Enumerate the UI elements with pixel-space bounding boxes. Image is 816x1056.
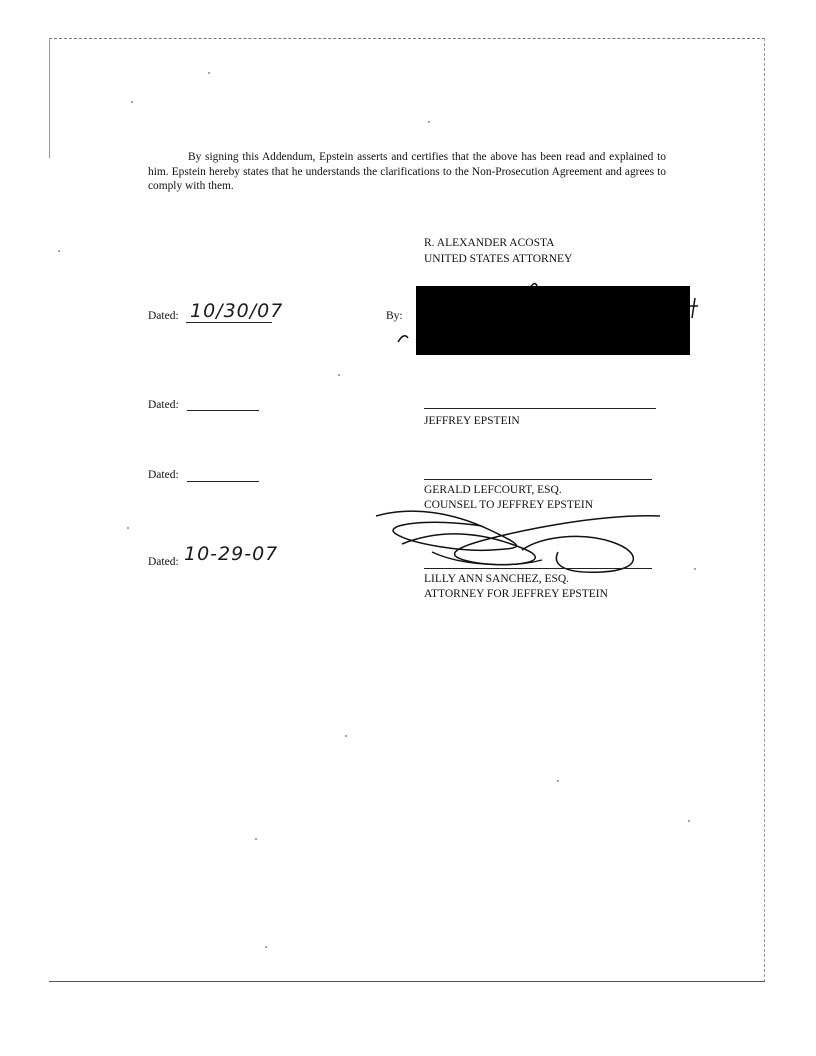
by-label: By: <box>386 310 403 322</box>
body-paragraph: By signing this Addendum, Epstein asserts and certifies that the above has been read and explained to him. Epstein hereby states that he understands the clarifications to the Non-Prosecution Agreement and agrees to comply with them. <box>148 151 666 192</box>
scan-speck <box>265 946 267 948</box>
signer-name: R. ALEXANDER ACOSTA <box>424 237 555 249</box>
scan-speck <box>428 121 430 123</box>
signer-name: LILLY ANN SANCHEZ, ESQ. <box>424 573 570 585</box>
scan-speck <box>58 250 60 252</box>
signer-title: ATTORNEY FOR JEFFREY EPSTEIN <box>424 588 608 600</box>
signer-name: GERALD LEFCOURT, ESQ. <box>424 484 562 496</box>
scan-speck <box>557 780 559 782</box>
page-border-left <box>49 38 50 158</box>
signature-line <box>424 408 656 409</box>
page-border-top <box>49 38 765 39</box>
date-line <box>187 481 259 482</box>
handwritten-date: 10-29-07 <box>184 543 279 565</box>
scan-speck <box>688 820 690 822</box>
scan-speck <box>208 72 210 74</box>
scan-speck <box>131 101 133 103</box>
date-line <box>187 410 259 411</box>
dated-label: Dated: <box>148 556 179 568</box>
signature-line <box>424 568 652 569</box>
page-border-right <box>764 38 765 982</box>
page-border-bottom <box>49 981 765 982</box>
scan-speck <box>338 374 340 376</box>
redaction-box <box>416 286 690 355</box>
signer-title: COUNSEL TO JEFFREY EPSTEIN <box>424 499 594 511</box>
dated-label: Dated: <box>148 469 179 481</box>
scan-speck <box>127 527 129 529</box>
scan-speck <box>345 735 347 737</box>
signature-line <box>424 479 652 480</box>
scan-speck <box>255 838 257 840</box>
date-line <box>186 322 272 323</box>
dated-label: Dated: <box>148 399 179 411</box>
dated-label: Dated: <box>148 310 179 322</box>
scan-speck <box>694 568 696 570</box>
signer-name: JEFFREY EPSTEIN <box>424 415 520 427</box>
signer-title: UNITED STATES ATTORNEY <box>424 253 573 265</box>
handwritten-date: 10/30/07 <box>190 300 284 322</box>
